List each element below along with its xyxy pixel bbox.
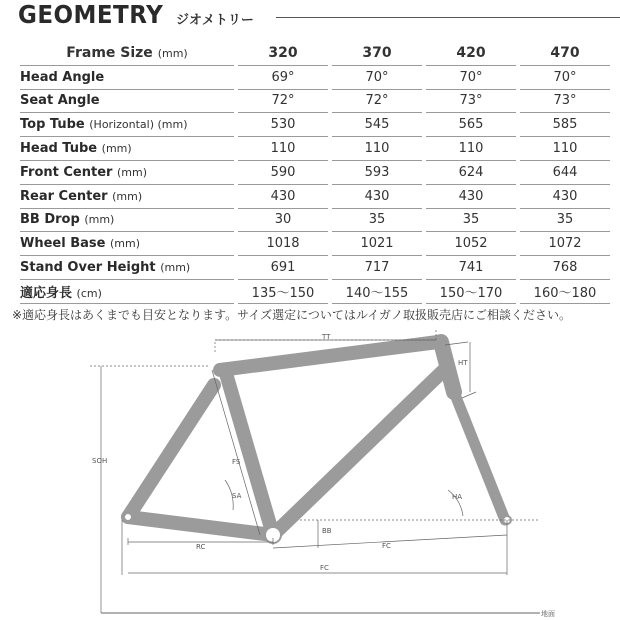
table-cell: 110	[332, 137, 422, 161]
row-label: Head Angle	[20, 69, 105, 85]
bike-frame	[128, 342, 505, 535]
table-cell: 35	[426, 209, 516, 233]
row-label: Top Tube	[20, 117, 85, 133]
table-cell: 545	[332, 113, 422, 137]
size-unit: (mm)	[157, 47, 188, 61]
label-fc-wheelbase: FC	[320, 564, 329, 572]
size-header-cell	[20, 42, 234, 66]
page-subtitle: ジオメトリー	[176, 13, 254, 28]
fit-note: ※適応身長はあくまでも目安となります。サイズ選定についてはルイガノ取扱販売店にご相談ください。	[12, 308, 571, 322]
row-label-cell	[20, 113, 234, 137]
page-title: GEOMETRY	[18, 0, 164, 29]
table-cell: 590	[238, 161, 328, 185]
table-row	[20, 66, 610, 90]
row-label-cell	[20, 232, 234, 256]
table-cell: 110	[520, 137, 610, 161]
row-label-cell	[20, 256, 234, 280]
label-fs: FS	[232, 458, 241, 466]
label-soh: SOH	[92, 457, 108, 465]
size-column-header: 370	[332, 42, 422, 66]
label-ht: HT	[458, 359, 468, 367]
label-sa: SA	[232, 492, 242, 500]
label-ground: 地面	[541, 610, 555, 618]
size-column-header: 420	[426, 42, 516, 66]
table-cell: 530	[238, 113, 328, 137]
label-bb: BB	[322, 527, 332, 535]
table-row	[20, 185, 610, 209]
table-cell: 565	[426, 113, 516, 137]
table-cell: 70°	[332, 66, 422, 90]
row-label-cell	[20, 90, 234, 114]
table-row	[20, 209, 610, 233]
down-tube	[273, 370, 444, 535]
row-unit: (Horizontal) (mm)	[89, 118, 188, 132]
label-rc: RC	[196, 543, 206, 551]
header-rule	[276, 17, 620, 18]
table-cell: 1072	[520, 232, 610, 256]
table-cell: 135〜150	[238, 280, 328, 304]
header	[18, 0, 618, 36]
row-label: BB Drop	[20, 212, 80, 228]
table-cell: 69°	[238, 66, 328, 90]
table-cell: 430	[426, 185, 516, 209]
table-header-row	[20, 42, 610, 66]
row-label: Seat Angle	[20, 93, 100, 109]
row-label-cell	[20, 209, 234, 233]
table-row	[20, 256, 610, 280]
row-unit: (cm)	[76, 286, 102, 300]
table-cell: 140〜155	[332, 280, 422, 304]
row-label: Head Tube	[20, 141, 98, 157]
row-unit: (mm)	[116, 165, 147, 179]
row-label-cell	[20, 280, 234, 304]
table-cell: 110	[426, 137, 516, 161]
row-unit: (mm)	[160, 261, 191, 275]
row-unit: (mm)	[84, 213, 115, 227]
table-cell: 70°	[426, 66, 516, 90]
table-row	[20, 113, 610, 137]
table-row	[20, 137, 610, 161]
table-cell: 430	[332, 185, 422, 209]
seat-stay	[128, 385, 214, 517]
size-column-header: 320	[238, 42, 328, 66]
table-row	[20, 232, 610, 256]
table-cell: 1021	[332, 232, 422, 256]
table-cell: 624	[426, 161, 516, 185]
geometry-table	[20, 42, 610, 304]
table-cell: 73°	[426, 90, 516, 114]
table-cell: 1018	[238, 232, 328, 256]
row-label: Front Center	[20, 164, 113, 180]
table-cell: 150〜170	[426, 280, 516, 304]
seat-tube	[225, 370, 273, 535]
chain-stay	[128, 517, 273, 535]
row-label-cell	[20, 137, 234, 161]
table-cell: 644	[520, 161, 610, 185]
row-label: Rear Center	[20, 188, 108, 204]
frame-geometry-diagram	[0, 330, 620, 620]
label-tt: TT	[322, 333, 331, 341]
row-unit: (mm)	[112, 189, 143, 203]
table-row	[20, 161, 610, 185]
row-label-cell	[20, 185, 234, 209]
table-cell: 30	[238, 209, 328, 233]
row-label: 適応身長	[20, 285, 73, 301]
row-label: Wheel Base	[20, 236, 106, 252]
table-cell: 585	[520, 113, 610, 137]
table-cell: 35	[520, 209, 610, 233]
table-cell: 430	[520, 185, 610, 209]
label-ha: HA	[452, 493, 463, 501]
row-unit: (mm)	[101, 142, 132, 156]
table-cell: 110	[238, 137, 328, 161]
table-cell: 741	[426, 256, 516, 280]
table-cell: 717	[332, 256, 422, 280]
table-cell: 72°	[332, 90, 422, 114]
rear-dropout	[124, 513, 132, 521]
table-cell: 72°	[238, 90, 328, 114]
table-cell: 691	[238, 256, 328, 280]
label-fc-front: FC	[382, 542, 391, 550]
size-label: Frame Size	[66, 45, 153, 62]
table-cell: 768	[520, 256, 610, 280]
size-column-header: 470	[520, 42, 610, 66]
row-label-cell	[20, 66, 234, 90]
table-cell: 70°	[520, 66, 610, 90]
row-label-cell	[20, 161, 234, 185]
head-tube	[441, 342, 454, 392]
table-cell: 160〜180	[520, 280, 610, 304]
table-cell: 35	[332, 209, 422, 233]
row-unit: (mm)	[109, 237, 140, 251]
top-tube	[220, 342, 438, 370]
table-cell: 593	[332, 161, 422, 185]
row-label: Stand Over Height	[20, 260, 156, 276]
table-cell: 73°	[520, 90, 610, 114]
table-row	[20, 280, 610, 304]
table-cell: 1052	[426, 232, 516, 256]
table-cell: 430	[238, 185, 328, 209]
table-row	[20, 90, 610, 114]
